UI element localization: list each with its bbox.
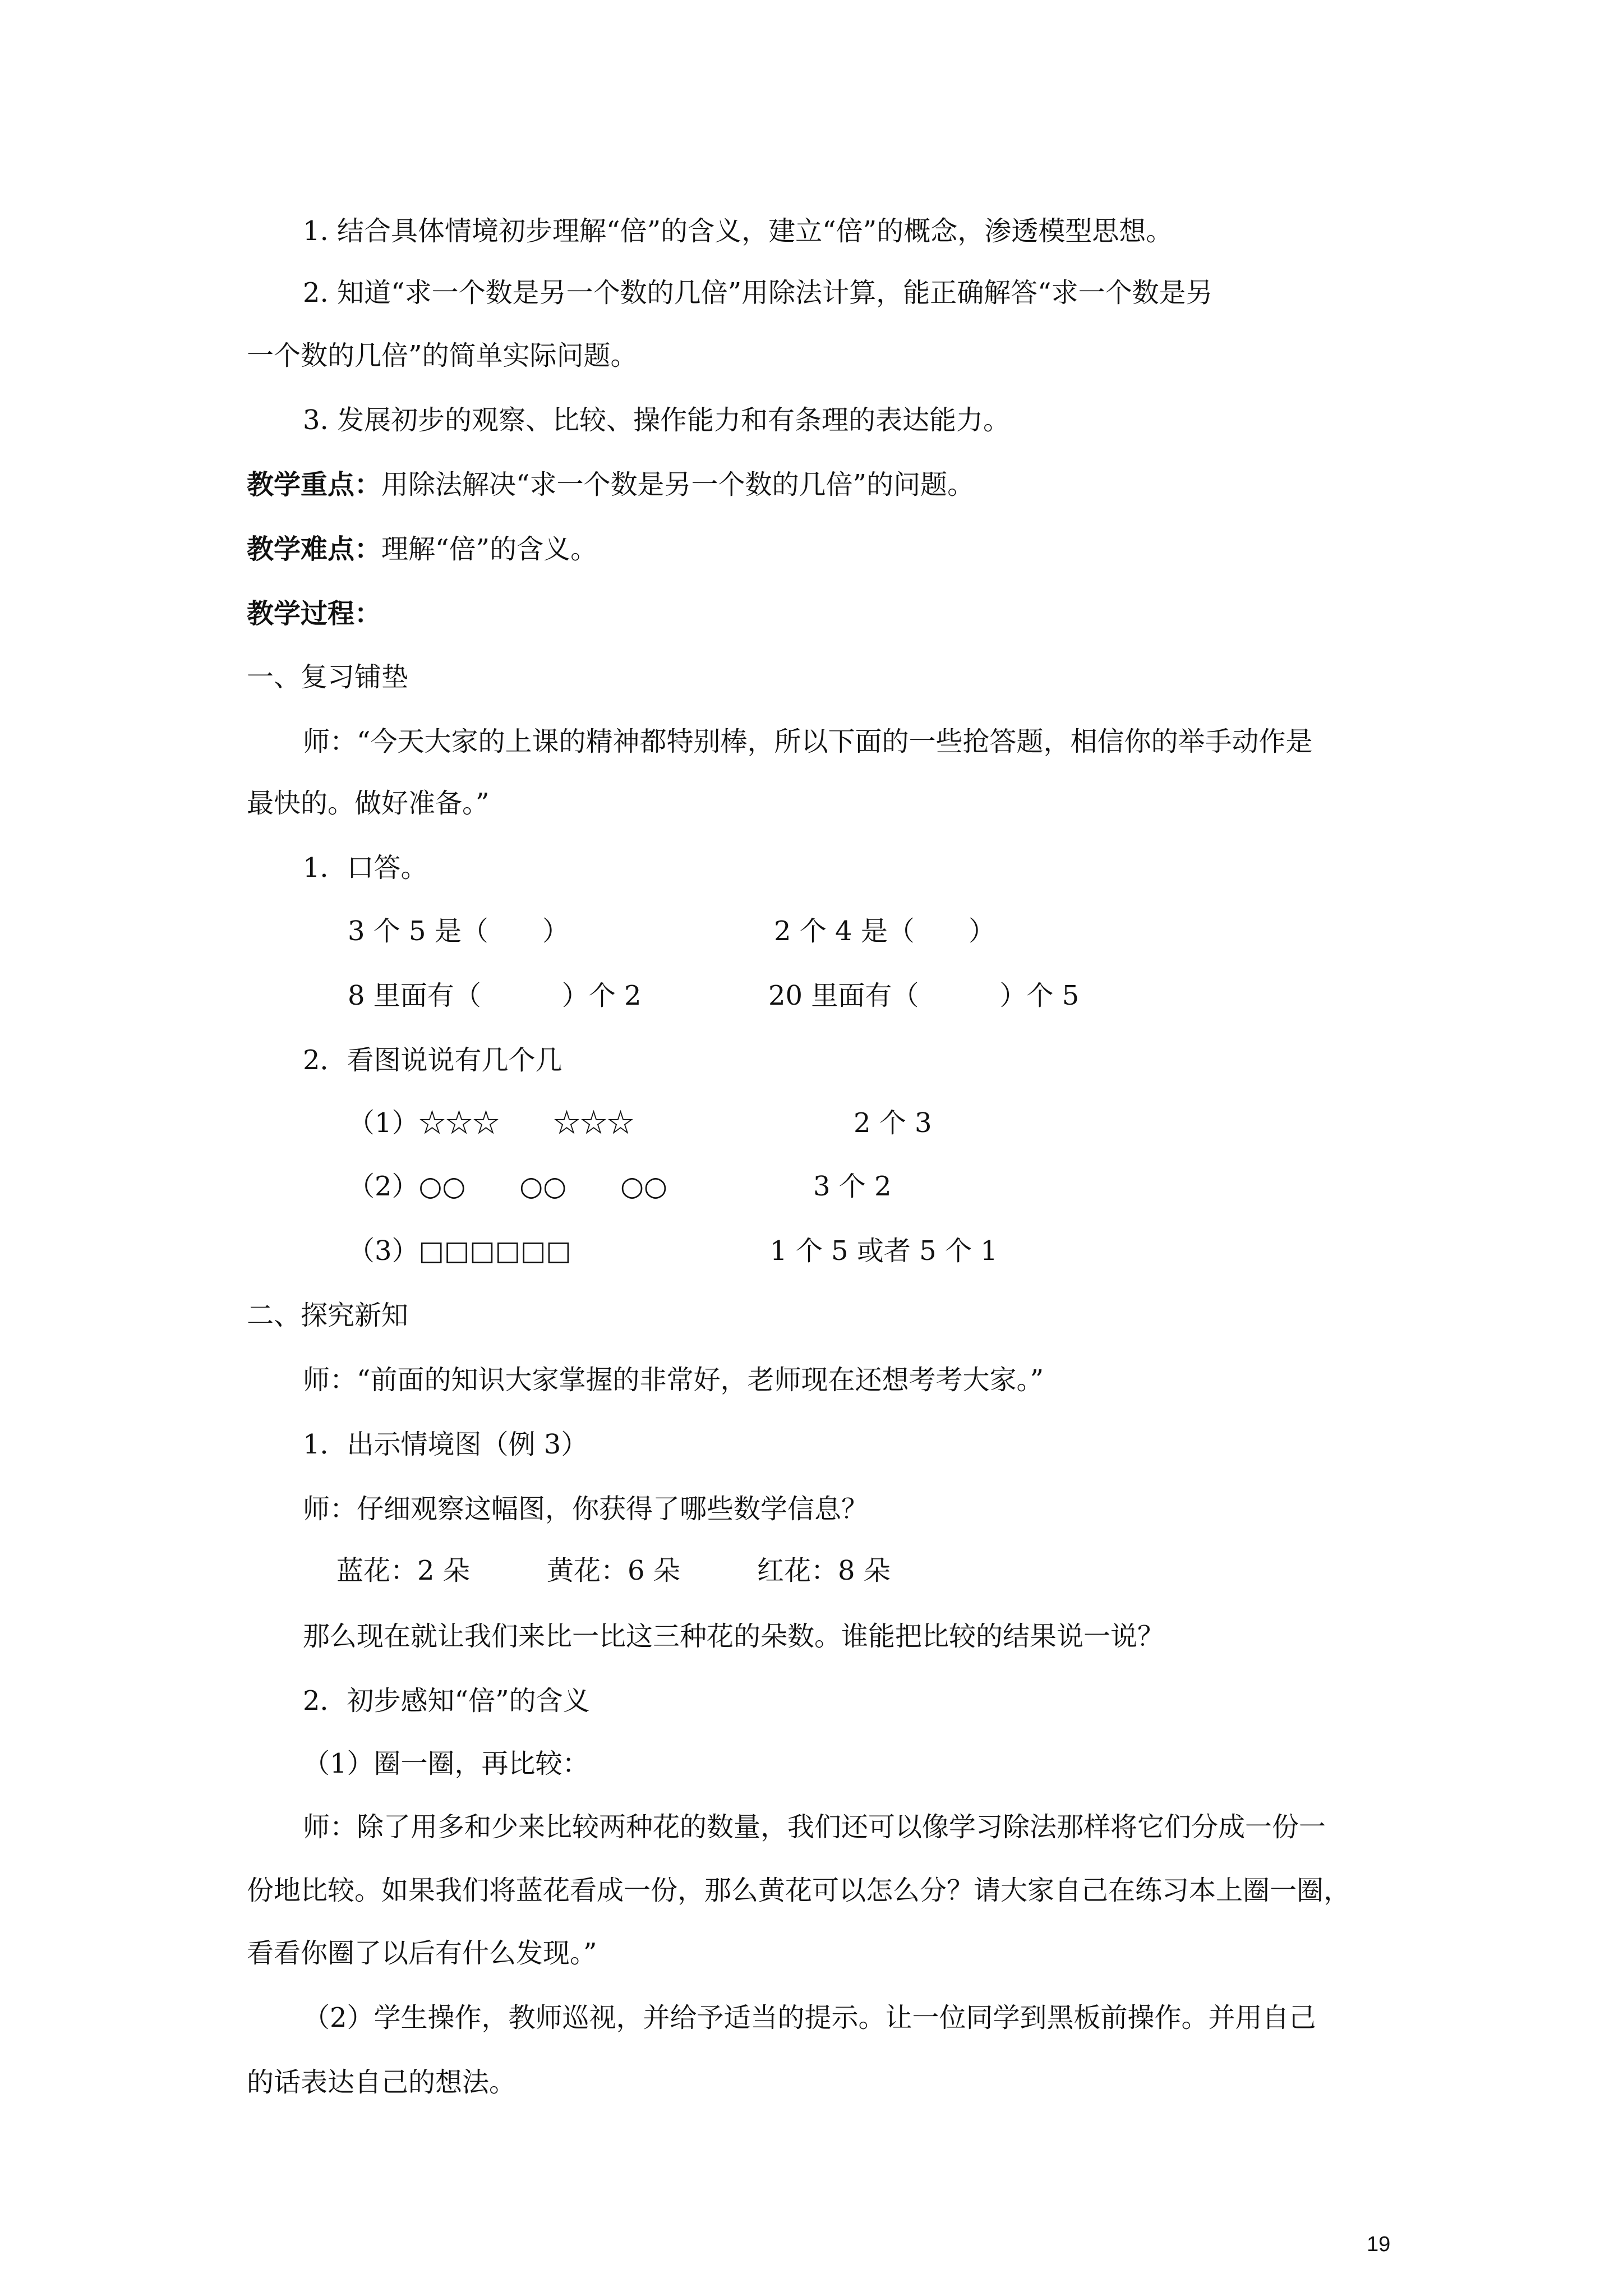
objective-3: 3. 发展初步的观察、比较、操作能力和有条理的表达能力。 <box>303 404 1011 436</box>
sub2-line-1: （2）学生操作，教师巡视，并给予适当的提示。让一位同学到黑板前操作。并用自己 <box>303 2002 1316 2033</box>
oral-title: 1．口答。 <box>303 852 428 884</box>
compare-line: 那么现在就让我们来比一比这三种花的朵数。谁能把比较的结果说一说？ <box>303 1621 1165 1652</box>
teacher-line-1: 师：“今天大家的上课的精神都特别棒，所以下面的一些抢答题，相信你的举手动作是 <box>303 726 1313 757</box>
picture-row-label: （3）□□□□□□ <box>348 1235 571 1267</box>
difficult-point-text: 理解“倍”的含义。 <box>381 533 598 565</box>
objective-2-cont: 一个数的几倍”的简单实际问题。 <box>247 340 638 371</box>
key-point <box>247 467 974 503</box>
page-number: 19 <box>1367 2233 1391 2256</box>
teacher-line-2: 最快的。做好准备。” <box>247 788 490 819</box>
step1: 1．出示情境图（例 3） <box>303 1429 588 1460</box>
difficult-point <box>247 531 597 567</box>
section2-title: 二、探究新知 <box>247 1300 409 1331</box>
key-point-label: 教学重点： <box>247 469 382 500</box>
teacher-long-2: 份地比较。如果我们将蓝花看成一份，那么黄花可以怎么分？请大家自己在练习本上圈一圈， <box>247 1875 1351 1906</box>
oral-item: 3 个 5 是（ ） <box>348 915 569 947</box>
picture-row-label: （1）☆☆☆ ☆☆☆ <box>348 1107 634 1139</box>
oral-item: 2 个 4 是（ ） <box>774 915 995 947</box>
objective-1: 1. 结合具体情境初步理解“倍”的含义，建立“倍”的概念，渗透模型思想。 <box>303 215 1173 247</box>
difficult-point-label: 教学难点： <box>247 533 382 565</box>
picture-row-answer: 1 个 5 或者 5 个 1 <box>770 1235 998 1267</box>
teacher-long-1: 师：除了用多和少来比较两种花的数量，我们还可以像学习除法那样将它们分成一份一 <box>303 1811 1326 1843</box>
picture-row-label: （2）○○ ○○ ○○ <box>348 1171 667 1202</box>
sub1: （1）圈一圈，再比较： <box>303 1748 589 1779</box>
picture-title: 2．看图说说有几个几 <box>303 1045 562 1076</box>
objective-2: 2. 知道“求一个数是另一个数的几倍”用除法计算，能正确解答“求一个数是另 <box>303 277 1213 309</box>
oral-item: 20 里面有（ ）个 5 <box>768 980 1080 1011</box>
picture-row-answer: 3 个 2 <box>813 1171 892 1202</box>
section1-title: 一、复习铺垫 <box>247 661 409 693</box>
step2: 2．初步感知“倍”的含义 <box>303 1685 590 1717</box>
flower-red: 红花：8 朵 <box>757 1555 891 1586</box>
teacher-intro: 师：“前面的知识大家掌握的非常好，老师现在还想考考大家。” <box>303 1364 1044 1396</box>
flower-blue: 蓝花：2 朵 <box>336 1555 470 1586</box>
picture-row-answer: 2 个 3 <box>854 1107 932 1139</box>
process-heading: 教学过程： <box>247 598 382 629</box>
teacher-long-3: 看看你圈了以后有什么发现。” <box>247 1938 597 1969</box>
question: 师：仔细观察这幅图，你获得了哪些数学信息？ <box>303 1493 869 1525</box>
flower-yellow: 黄花：6 朵 <box>547 1555 680 1586</box>
key-point-text: 用除法解决“求一个数是另一个数的几倍”的问题。 <box>381 469 975 500</box>
sub2-line-2: 的话表达自己的想法。 <box>247 2067 517 2098</box>
oral-item: 8 里面有（ ）个 2 <box>348 980 642 1011</box>
